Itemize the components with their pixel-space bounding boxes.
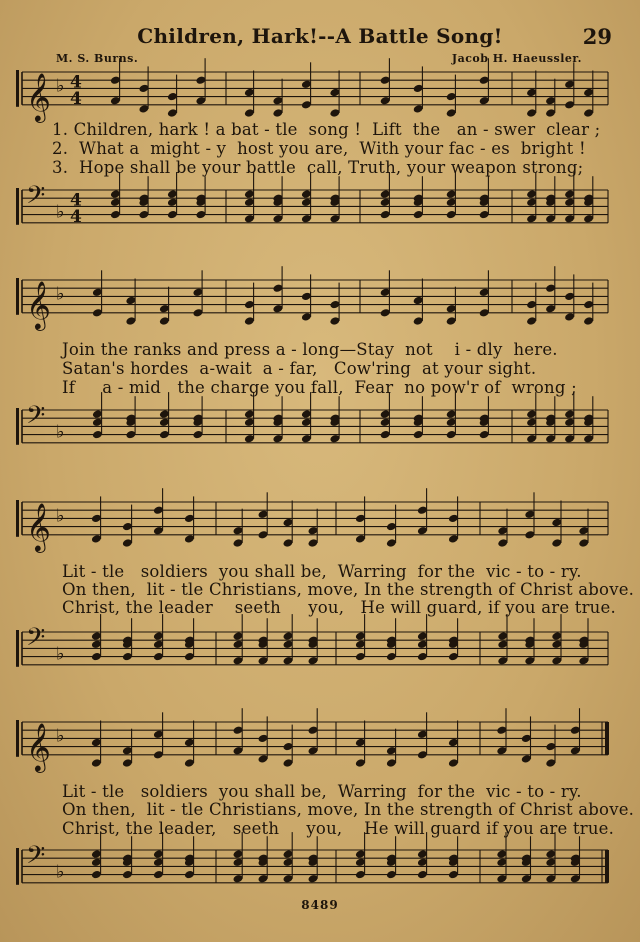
composer-credit: Jacob H. Haeussler. [451, 52, 582, 65]
time-signature-bottom: 4 [70, 206, 82, 227]
system-1-verse-3: 3. Hope shall be your battle call, Truth, your weapon strong; [52, 158, 584, 177]
system-1-treble-staff [0, 62, 640, 122]
flat-icon: ♭ [56, 643, 65, 665]
bass-clef-icon: 𝄢 [26, 401, 46, 436]
time-signature-bottom: 4 [70, 88, 82, 109]
system-bracket [16, 720, 19, 757]
system-3-verse-3: Christ, the leader seeth you, He will guard, if you are true. [62, 598, 616, 617]
flat-icon: ♭ [56, 861, 65, 883]
system-4-treble-staff [0, 712, 640, 772]
system-bracket [16, 630, 19, 667]
final-barline-thick [605, 722, 609, 755]
flat-icon: ♭ [56, 201, 65, 223]
final-barline-thick [605, 850, 609, 883]
staff-lines [22, 72, 608, 105]
system-bracket [16, 500, 19, 537]
system-bracket [16, 408, 19, 445]
bass-clef-icon: 𝄢 [26, 181, 46, 216]
system-bracket [16, 188, 19, 225]
system-bracket [16, 70, 19, 107]
system-bracket [16, 848, 19, 885]
system-4-verse-1: Lit - tle soldiers you shall be, Warring for the vic - to - ry. [62, 782, 582, 801]
staff-lines [22, 190, 608, 223]
bass-clef-icon: 𝄢 [26, 841, 46, 876]
system-3-bass-staff [0, 622, 640, 682]
system-1-bass-staff [0, 180, 640, 240]
system-4-bass-staff [0, 840, 640, 900]
page-number: 29 [582, 24, 612, 49]
treble-clef-icon: 𝄞 [26, 279, 51, 329]
treble-clef-icon: 𝄞 [26, 501, 51, 551]
system-2-bass-staff [0, 400, 640, 460]
hymn-title: Children, Hark!--A Battle Song! [137, 24, 503, 48]
plate-number: 8489 [301, 898, 339, 912]
flat-icon: ♭ [56, 421, 65, 443]
time-signature-top: 4 [70, 190, 82, 211]
system-1-verse-1: 1. Children, hark ! a bat - tle song ! Lift the an - swer clear ; [52, 120, 601, 139]
treble-clef-icon: 𝄞 [26, 721, 51, 771]
bass-clef-icon: 𝄢 [26, 623, 46, 658]
staff-lines [22, 410, 608, 443]
flat-icon: ♭ [56, 725, 65, 747]
system-1-verse-2: 2. What a might - y host you are, With your fac - es bright ! [52, 139, 586, 158]
flat-icon: ♭ [56, 75, 65, 97]
system-4-verse-3: Christ, the leader, seeth you, He will guard if you are true. [62, 819, 615, 838]
lyricist-credit: M. S. Burns. [56, 52, 139, 65]
flat-icon: ♭ [56, 283, 65, 305]
system-3-treble-staff [0, 492, 640, 552]
staff-lines [22, 280, 608, 313]
system-4-verse-2: On then, lit - tle Christians, move, In the strength of Christ above. [62, 800, 635, 819]
system-3-verse-1: Lit - tle soldiers you shall be, Warring for the vic - to - ry. [62, 562, 582, 581]
flat-icon: ♭ [56, 505, 65, 527]
system-3-verse-2: On then, lit - tle Christians, move, In the strength of Christ above. [62, 580, 635, 599]
system-2-verse-1: Join the ranks and press a - long—Stay not i - dly here. [62, 340, 558, 359]
system-2-verse-2: Satan's hordes a-wait a - far, Cow'ring at your sight. [62, 359, 537, 378]
system-2-verse-3: If a - mid the charge you fall, Fear no pow'r of wrong ; [62, 378, 577, 397]
system-bracket [16, 278, 19, 315]
treble-clef-icon: 𝄞 [26, 71, 51, 121]
time-signature-top: 4 [70, 72, 82, 93]
system-2-treble-staff [0, 270, 640, 330]
